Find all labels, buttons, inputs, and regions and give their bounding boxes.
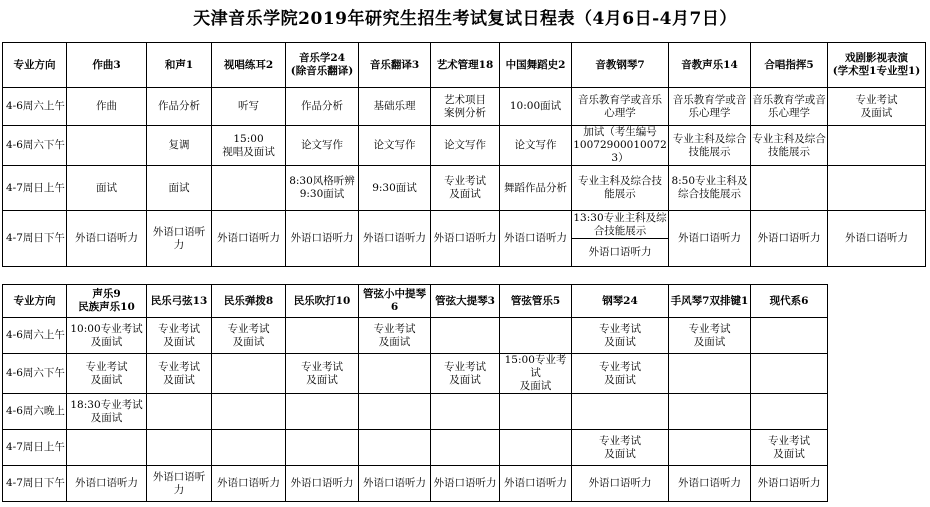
table-cell: 专业考试 及面试 (431, 354, 500, 394)
table-cell (286, 430, 359, 466)
table-cell (572, 394, 669, 430)
table-cell (212, 166, 286, 211)
table-cell: 18:30专业考试 及面试 (67, 394, 147, 430)
table1-col: 中国舞蹈史2 (500, 43, 572, 88)
page-title: 天津音乐学院2019年研究生招生考试复试日程表（4月6日-4月7日） (193, 9, 737, 29)
table-cell: 论文写作 (431, 126, 500, 166)
table-cell: 8:30风格听辨 9:30面试 (286, 166, 359, 211)
table-cell (751, 354, 828, 394)
table-cell: 外语口语听力 (751, 211, 828, 267)
table-cell (669, 430, 751, 466)
row-label: 4-6周六上午 (3, 318, 67, 354)
table-cell (67, 430, 147, 466)
table-cell: 论文写作 (359, 126, 431, 166)
table1-col: 视唱练耳2 (212, 43, 286, 88)
table-cell: 外语口语听力 (669, 466, 751, 502)
table-cell (431, 318, 500, 354)
table1-col: 和声1 (147, 43, 212, 88)
table-cell: 外语口语听力 (147, 466, 212, 502)
table-cell: 外语口语听力 (359, 211, 431, 267)
table-cell: 外语口语听力 (828, 211, 926, 267)
table-cell: 外语口语听力 (67, 466, 147, 502)
table-cell: 加试（考生编号 100729000100723） (573, 126, 667, 164)
table2-col: 管弦大提琴3 (431, 285, 500, 318)
table-cell: 专业考试 及面试 (67, 354, 147, 394)
table-cell: 面试 (67, 166, 147, 211)
table-cell: 复调 (147, 126, 212, 166)
table-cell: 10:00面试 (500, 88, 572, 126)
table-row (3, 430, 828, 466)
row-label: 4-7周日上午 (3, 430, 67, 466)
table1-col: 音乐学24 (除音乐翻译) (286, 43, 359, 88)
table1-header-row (3, 43, 926, 88)
table-cell (212, 430, 286, 466)
table-cell: 专业主科及综合 技能展示 (669, 126, 751, 166)
table-cell: 8:50专业主科及 综合技能展示 (669, 166, 751, 211)
table-cell: 作品分析 (147, 88, 212, 126)
table2-col: 民乐吹打10 (286, 285, 359, 318)
table-cell (359, 430, 431, 466)
table-cell: 论文写作 (286, 126, 359, 166)
table-cell: 外语口语听力 (67, 211, 147, 267)
table-cell: 舞蹈作品分析 (500, 166, 572, 211)
table-cell: 外语口语听力 (359, 466, 431, 502)
table-cell (751, 394, 828, 430)
table-cell: 听写 (212, 88, 286, 126)
table-cell: 专业考试 及面试 (286, 354, 359, 394)
table-row (3, 466, 828, 502)
table-cell: 外语口语听力 (147, 211, 212, 267)
table-cell (500, 318, 572, 354)
table-cell (286, 394, 359, 430)
table-cell: 外语口语听力 (669, 211, 751, 267)
table-cell (286, 318, 359, 354)
table-row (3, 354, 828, 394)
table-cell (359, 354, 431, 394)
table-cell: 面试 (147, 166, 212, 211)
table-cell: 作品分析 (286, 88, 359, 126)
table-cell (147, 394, 212, 430)
table-cell: 外语口语听力 (751, 466, 828, 502)
table-cell (828, 166, 926, 211)
table-cell: 专业考试 及面试 (147, 354, 212, 394)
table1-col: 艺术管理18 (431, 43, 500, 88)
table-cell (67, 126, 147, 166)
table1-corner: 专业方向 (3, 43, 67, 88)
table-cell: 13:30专业主科及综 合技能展示 (573, 211, 667, 237)
table-cell: 外语口语听力 (500, 211, 572, 267)
table-cell: 专业考试 及面试 (359, 318, 431, 354)
table-cell: 专业考试 及面试 (572, 318, 669, 354)
table-cell (828, 126, 926, 166)
table1-col: 戏剧影视表演 (学术型1专业型1) (828, 43, 926, 88)
table-cell: 外语口语听力 (431, 211, 500, 267)
table-cell: 外语口语听力 (212, 211, 286, 267)
table-cell: 外语口语听力 (286, 211, 359, 267)
table-cell: 专业考试 及面试 (751, 430, 828, 466)
row-label: 4-7周日下午 (3, 211, 67, 267)
table-cell: 作曲 (67, 88, 147, 126)
table-cell (212, 354, 286, 394)
table-cell: 专业考试 及面试 (572, 354, 669, 394)
table-row (3, 318, 828, 354)
table1-col: 音教钢琴7 (572, 43, 669, 88)
table-cell (669, 394, 751, 430)
table-cell: 外语口语听力 (572, 239, 669, 267)
row-label: 4-7周日下午 (3, 466, 67, 502)
table2-col: 钢琴24 (572, 285, 669, 318)
table-cell: 基础乐理 (359, 88, 431, 126)
table-cell (751, 166, 828, 211)
table-cell: 音乐教育学或音 乐心理学 (751, 88, 828, 126)
table1-col: 音乐翻译3 (359, 43, 431, 88)
table-cell: 专业考试 及面试 (828, 88, 926, 126)
table-cell: 外语口语听力 (212, 466, 286, 502)
schedule-table-1 (2, 42, 926, 267)
table-cell: 10:00专业考试 及面试 (67, 318, 147, 354)
row-label: 4-6周六上午 (3, 88, 67, 126)
table-cell: 专业考试 及面试 (212, 318, 286, 354)
table-row (3, 211, 926, 239)
table-cell: 专业主科及综合 技能展示 (751, 126, 828, 166)
table-cell: 音乐教育学或音乐 心理学 (572, 88, 669, 126)
table-row (3, 166, 926, 211)
table-cell: 论文写作 (500, 126, 572, 166)
table-cell: 专业主科及综合技 能展示 (572, 166, 669, 211)
table2-corner: 专业方向 (3, 285, 67, 318)
table-row (3, 394, 828, 430)
table2-col: 手风琴7双排键1 (669, 285, 751, 318)
row-label: 4-7周日上午 (3, 166, 67, 211)
table-cell (669, 354, 751, 394)
table-cell (212, 394, 286, 430)
table2-col: 民乐弓弦13 (147, 285, 212, 318)
table-cell (500, 394, 572, 430)
table-cell: 9:30面试 (359, 166, 431, 211)
table1-col: 作曲3 (67, 43, 147, 88)
table-cell (147, 430, 212, 466)
table2-header-row (3, 285, 828, 318)
table-cell: 专业考试 及面试 (669, 318, 751, 354)
table2-col: 管弦小中提琴6 (359, 285, 431, 318)
table-cell: 15:00专业考试 及面试 (500, 354, 572, 394)
table-cell (431, 430, 500, 466)
row-label: 4-6周六下午 (3, 354, 67, 394)
table-cell: 专业考试 及面试 (572, 430, 669, 466)
table-cell: 艺术项目 案例分析 (431, 88, 500, 126)
table2-col: 声乐9 民族声乐10 (67, 285, 147, 318)
table-cell: 外语口语听力 (572, 466, 669, 502)
table-cell: 专业考试 及面试 (147, 318, 212, 354)
table-cell (359, 394, 431, 430)
table-cell: 专业考试 及面试 (431, 166, 500, 211)
table2-col: 民乐弹拨8 (212, 285, 286, 318)
table-row (3, 88, 926, 126)
table-cell (500, 430, 572, 466)
table-cell: 外语口语听力 (431, 466, 500, 502)
table1-col: 音教声乐14 (669, 43, 751, 88)
table-cell (431, 394, 500, 430)
table-cell: 15:00 视唱及面试 (212, 126, 286, 166)
table1-col: 合唱指挥5 (751, 43, 828, 88)
table-cell: 音乐教育学或音 乐心理学 (669, 88, 751, 126)
table-cell: 外语口语听力 (500, 466, 572, 502)
table-row (3, 126, 926, 166)
row-label: 4-6周六下午 (3, 126, 67, 166)
table2-col: 管弦管乐5 (500, 285, 572, 318)
schedule-table-2 (2, 284, 828, 502)
table-cell: 外语口语听力 (286, 466, 359, 502)
table-cell (751, 318, 828, 354)
table2-col: 现代系6 (751, 285, 828, 318)
row-label: 4-6周六晚上 (3, 394, 67, 430)
